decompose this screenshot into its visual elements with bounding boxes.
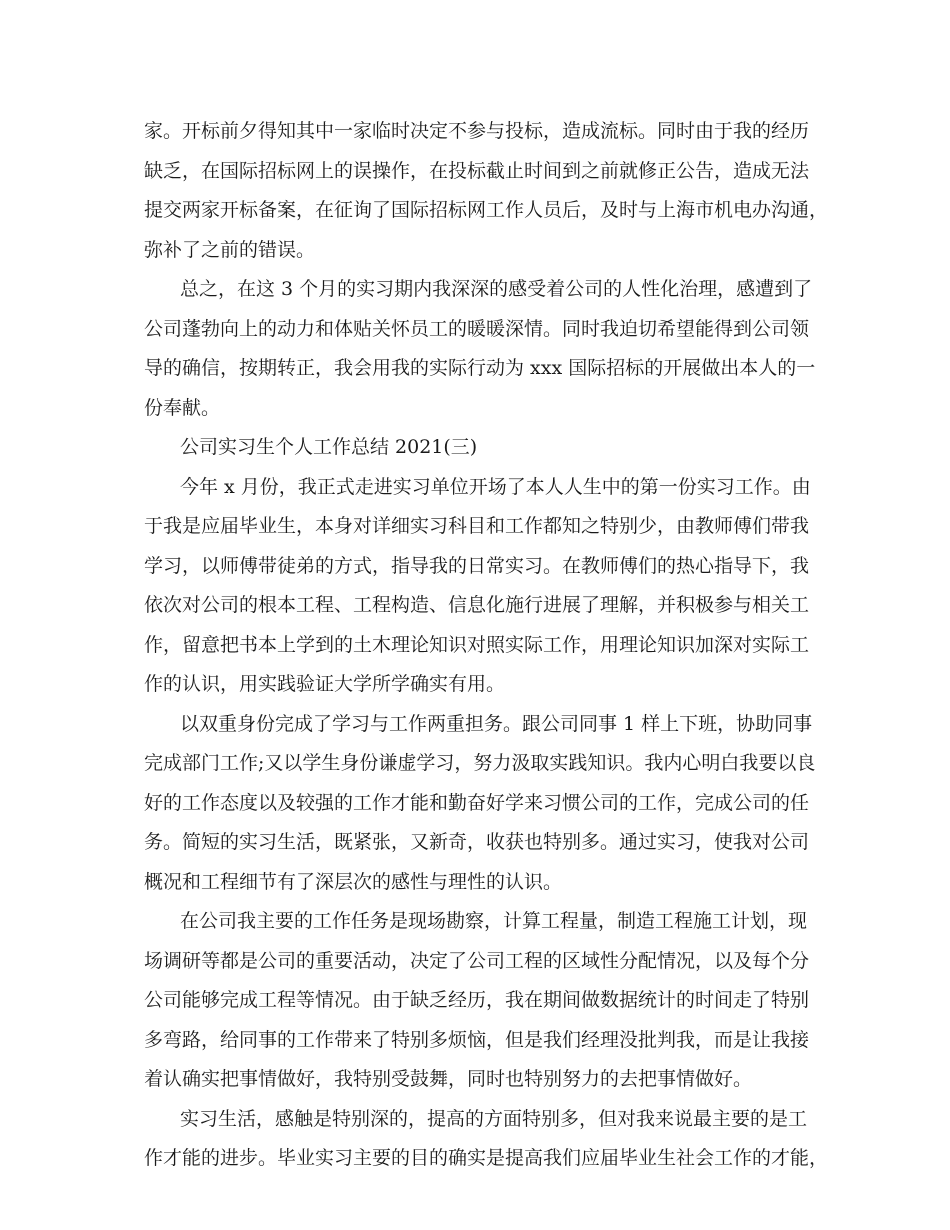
text-line: 弥补了之前的错误。 — [144, 239, 316, 261]
paragraph-start-line: 总之，在这 3 个月的实习期内我深深的感受着公司的人性化治理，感遭到了 — [180, 278, 813, 300]
text-line: 缺乏，在国际招标网上的误操作，在投标截止时间到之前就修正公告，造成无法 — [144, 160, 810, 182]
text-line: 家。开标前夕得知其中一家临时决定不参与投标，造成流标。同时由于我的经历 — [144, 120, 810, 142]
text-line: 公司蓬勃向上的动力和体贴关怀员工的暖暖深情。同时我迫切希望能得到公司领 — [144, 318, 810, 340]
text-line: 学习，以师傅带徒弟的方式，指导我的日常实习。在教师傅们的热心指导下，我 — [144, 555, 810, 577]
paragraph-start-line: 今年 x 月份，我正式走进实习单位开场了本人人生中的第一份实习工作。由 — [180, 476, 811, 498]
text-line: 作才能的进步。毕业实习主要的目的确实是提高我们应届毕业生社会工作的才能， — [144, 1147, 829, 1169]
text-line: 提交两家开标备案，在征询了国际招标网工作人员后，及时与上海市机电办沟通， — [144, 199, 829, 221]
paragraph-start-line: 以双重身份完成了学习与工作两重担务。跟公司同事 1 样上下班，协助同事 — [180, 713, 813, 735]
text-line: 作，留意把书本上学到的土木理论知识对照实际工作，用理论知识加深对实际工 — [144, 634, 810, 656]
text-line: 概况和工程细节有了深层次的感性与理性的认识。 — [144, 871, 563, 893]
text-line: 依次对公司的根本工程、工程构造、信息化施行进展了理解，并积极参与相关工 — [144, 594, 810, 616]
text-line: 场调研等都是公司的重要活动，决定了公司工程的区域性分配情况，以及每个分 — [144, 950, 810, 972]
text-line: 公司能够完成工程等情况。由于缺乏经历，我在期间做数据统计的时间走了特别 — [144, 989, 810, 1011]
paragraph-start-line: 实习生活，感触是特别深的，提高的方面特别多，但对我来说最主要的是工 — [180, 1108, 808, 1130]
text-line: 于我是应届毕业生，本身对详细实习科目和工作都知之特别少，由教师傅们带我 — [144, 515, 810, 537]
text-line: 务。简短的实习生活，既紧张，又新奇，收获也特别多。通过实习，使我对公司 — [144, 831, 810, 853]
text-line: 着认确实把事情做好，我特别受鼓舞，同时也特别努力的去把事情做好。 — [144, 1068, 753, 1090]
section-heading: 公司实习生个人工作总结 2021(三) — [180, 436, 478, 458]
text-line: 好的工作态度以及较强的工作才能和勤奋好学来习惯公司的工作，完成公司的任 — [144, 792, 810, 814]
text-line: 作的认识，用实践验证大学所学确实有用。 — [144, 673, 506, 695]
paragraph-start-line: 在公司我主要的工作任务是现场勘察，计算工程量，制造工程施工计划，现 — [180, 910, 808, 932]
text-line: 多弯路，给同事的工作带来了特别多烦恼，但是我们经理没批判我，而是让我接 — [144, 1029, 810, 1051]
text-line: 份奉献。 — [144, 397, 221, 419]
text-line: 导的确信，按期转正，我会用我的实际行动为 xxx 国际招标的开展做出本人的一 — [144, 357, 816, 379]
text-line: 完成部门工作;又以学生身份谦虚学习，努力汲取实践知识。我内心明白我要以良 — [144, 752, 816, 774]
